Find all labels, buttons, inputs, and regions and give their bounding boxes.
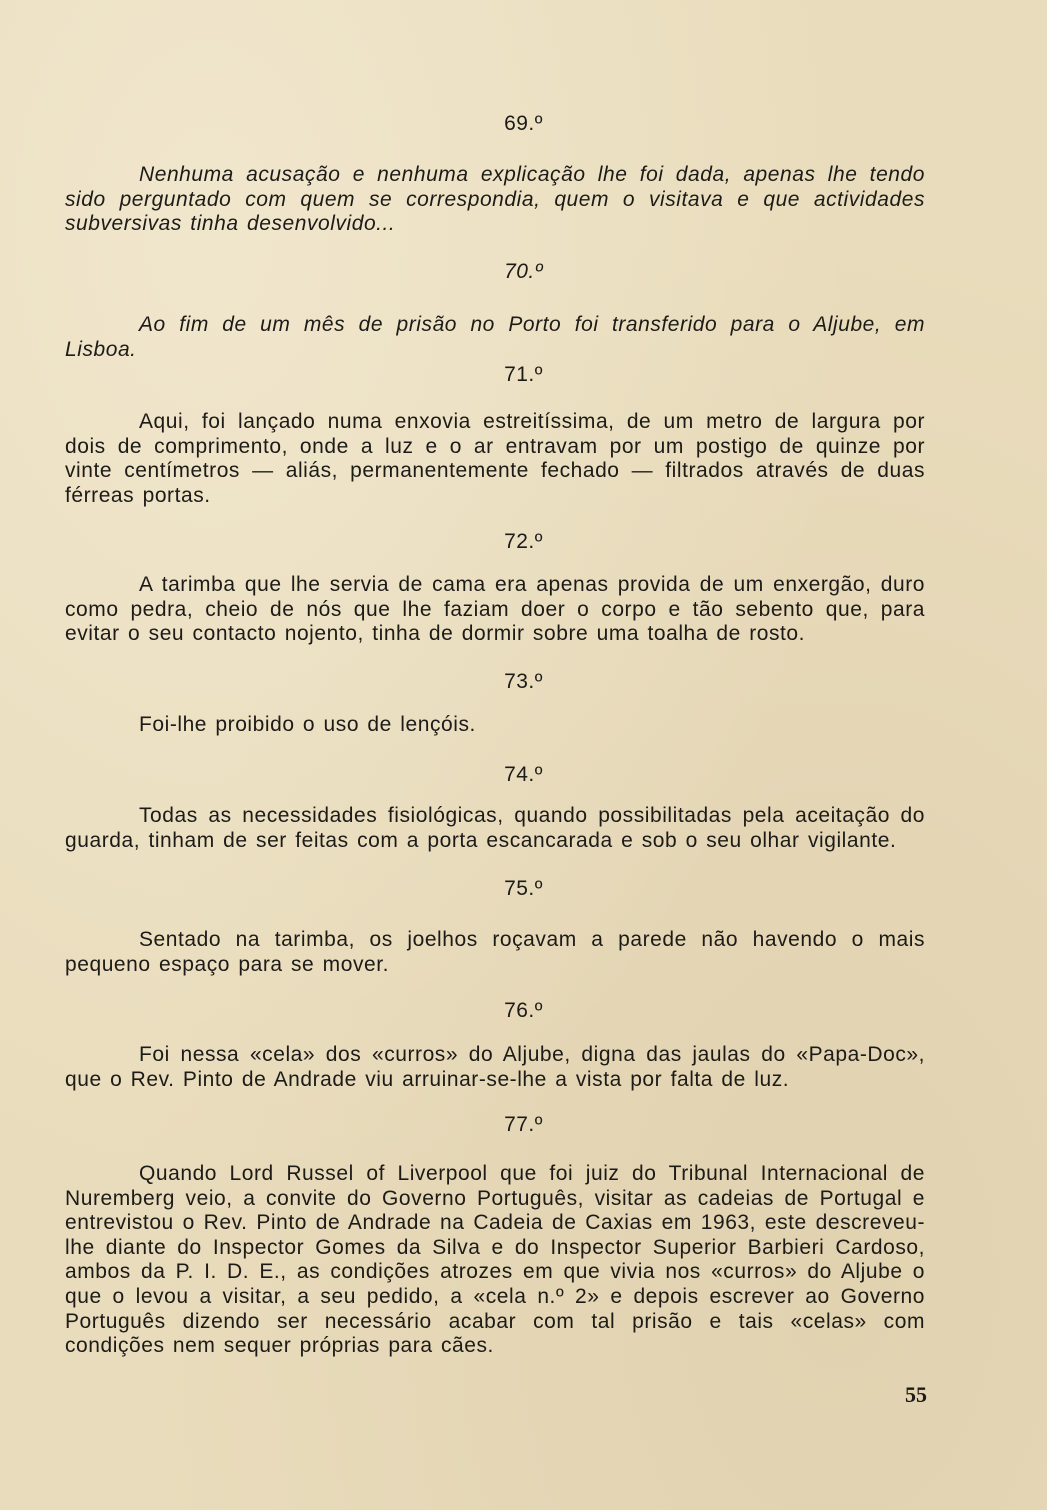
section-number-76: 76.º [504, 999, 543, 1022]
paragraph-72: A tarimba que lhe servia de cama era apenas provida de um enxergão, duro como pedra, cheio de nós que lhe faziam doer o corpo e tão sebento que, para evitar o seu contacto nojento, tinha de dormir sobre uma toalha de rosto. [65, 573, 925, 646]
section-number-75: 75.º [504, 877, 543, 900]
section-number-71: 71.º [504, 363, 543, 386]
page-number: 55 [905, 1382, 927, 1407]
paragraph-74: Todas as necessidades fisiológicas, quando possibilitadas pela aceitação do guarda, tinham de ser feitas com a porta escancarada e sob o seu olhar vigilante. [65, 804, 925, 852]
paragraph-73: Foi-lhe proibido o uso de lençóis. [139, 713, 476, 736]
paragraph-75: Sentado na tarimba, os joelhos roçavam a parede não havendo o mais pequeno espaço para se mover. [65, 928, 925, 976]
section-number-74: 74.º [504, 763, 543, 786]
section-number-72: 72.º [504, 530, 543, 553]
section-number-77: 77.º [504, 1113, 543, 1136]
paragraph-69: Nenhuma acusação e nenhuma explicação lhe foi dada, apenas lhe tendo sido perguntado com quem se correspondia, quem o visitava e que actividades subversivas tinha desenvolvido... [65, 163, 925, 236]
section-number-69: 69.º [504, 112, 543, 135]
paragraph-70: Ao fim de um mês de prisão no Porto foi transferido para o Aljube, em Lisboa. [65, 313, 925, 361]
section-number-73: 73.º [504, 670, 543, 693]
paragraph-77: Quando Lord Russel of Liverpool que foi juiz do Tribunal Internacional de Nuremberg veio, a convite do Governo Português, visitar as cadeias de Portugal e entrevistou o Rev. Pinto de Andrade na Cadeia de Caxias em 1963, este descreveu-lhe diante do Inspector Gomes da Silva e do Inspector Superior Barbieri Cardoso, ambos da P. I. D. E., as condições atrozes em que vivia nos «curros» do Aljube o que o levou a visitar, a seu pedido, a «cela n.º 2» e depois escrever ao Governo Português dizendo ser necessário acabar com tal prisão e tais «celas» com condições nem sequer próprias para cães. [65, 1162, 925, 1358]
paragraph-76: Foi nessa «cela» dos «curros» do Aljube, digna das jaulas do «Papa-Doc», que o Rev. Pinto de Andrade viu arruinar-se-lhe a vista por falta de luz. [65, 1043, 925, 1091]
section-number-70: 70.º [504, 260, 543, 283]
paragraph-71: Aqui, foi lançado numa enxovia estreitíssima, de um metro de largura por dois de comprimento, onde a luz e o ar entravam por um postigo de quinze por vinte centímetros — aliás, permanentemente fechado — filtrados através de duas férreas portas. [65, 410, 925, 507]
